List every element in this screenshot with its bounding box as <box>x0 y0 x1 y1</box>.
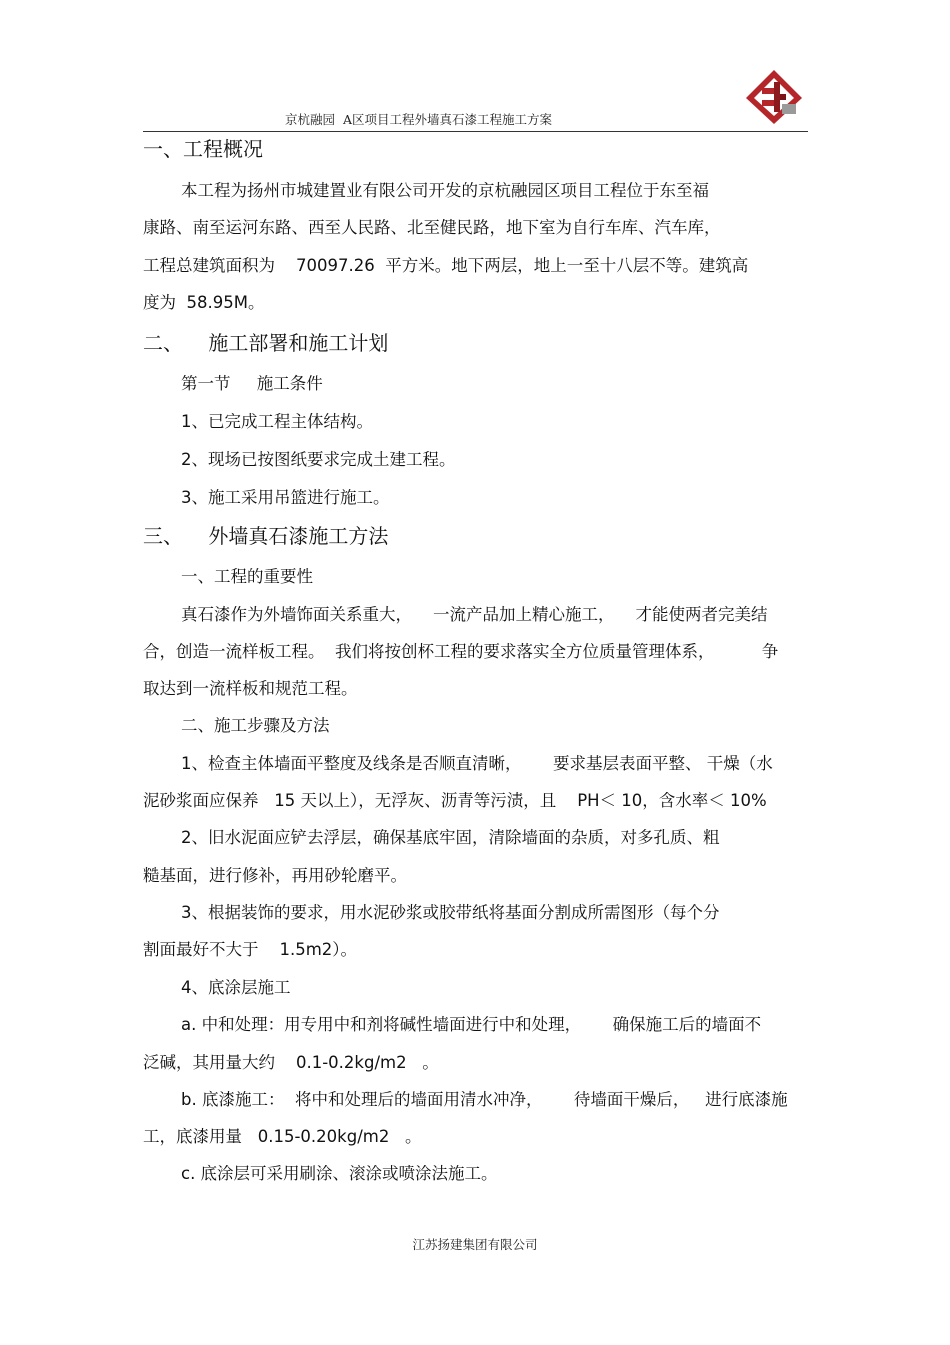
section-heading-3: 三、 外墙真石漆施工方法 <box>143 524 389 548</box>
paragraph-line: 工，底漆用量 0.15-0.20kg/m2 。 <box>143 1127 422 1146</box>
header-divider <box>143 131 808 132</box>
paragraph-line: 工程总建筑面积为 70097.26 平方米。地下两层，地上一至十八层不等。建筑高 <box>143 256 749 275</box>
header-title: 京杭融园 A区项目工程外墙真石漆工程施工方案 <box>285 112 552 127</box>
paragraph-line: 康路、南至运河东路、西至人民路、北至健民路，地下室为自行车库、汽车库， <box>143 218 721 237</box>
paragraph-line: a. 中和处理：用专用中和剂将碱性墙面进行中和处理， 确保施工后的墙面不 <box>181 1015 762 1034</box>
footer-company: 江苏扬建集团有限公司 <box>412 1237 538 1252</box>
subsection-heading: 4、底涂层施工 <box>181 978 291 997</box>
paragraph-line: 取达到一流样板和规范工程。 <box>143 679 358 698</box>
paragraph-line: 2、旧水泥面应铲去浮层，确保基底牢固，清除墙面的杂质，对多孔质、粗 <box>181 828 720 847</box>
paragraph-line: 度为 58.95M。 <box>143 293 265 312</box>
list-item: 3、施工采用吊篮进行施工。 <box>181 488 390 507</box>
paragraph-line: c. 底涂层可采用刷涂、滚涂或喷涂法施工。 <box>181 1164 498 1183</box>
company-logo-icon <box>744 68 804 126</box>
paragraph-line: 割面最好不大于 1.5m2）。 <box>143 940 358 959</box>
paragraph-line: 泥砂浆面应保养 15 天以上），无浮灰、沥青等污渍，且 PH＜ 10，含水率＜ 10% <box>143 791 767 810</box>
list-item: 2、现场已按图纸要求完成土建工程。 <box>181 450 456 469</box>
subsection-heading: 一、工程的重要性 <box>181 567 313 586</box>
paragraph-line: 合，创造一流样板工程。 我们将按创杯工程的要求落实全方位质量管理体系， 争 <box>143 642 779 661</box>
paragraph-line: 泛碱，其用量大约 0.1-0.2kg/m2 。 <box>143 1053 439 1072</box>
paragraph-line: b. 底漆施工： 将中和处理后的墙面用清水冲净， 待墙面干燥后， 进行底漆施 <box>181 1090 788 1109</box>
section-heading-2: 二、 施工部署和施工计划 <box>143 331 389 355</box>
section-heading-1: 一、工程概况 <box>143 137 263 161</box>
paragraph-line: 3、根据装饰的要求，用水泥砂浆或胶带纸将基面分割成所需图形（每个分 <box>181 903 720 922</box>
list-item: 1、已完成工程主体结构。 <box>181 412 373 431</box>
subsection-heading: 第一节 施工条件 <box>181 374 323 393</box>
paragraph-line: 真石漆作为外墙饰面关系重大， 一流产品加上精心施工， 才能使两者完美结 <box>181 605 768 624</box>
subsection-heading: 二、施工步骤及方法 <box>181 716 330 735</box>
paragraph-line: 1、检查主体墙面平整度及线条是否顺直清晰， 要求基层表面平整、 干燥（水 <box>181 754 773 773</box>
paragraph-line: 糙基面，进行修补，再用砂轮磨平。 <box>143 866 407 885</box>
paragraph-line: 本工程为扬州市城建置业有限公司开发的京杭融园区项目工程位于东至福 <box>181 181 709 200</box>
